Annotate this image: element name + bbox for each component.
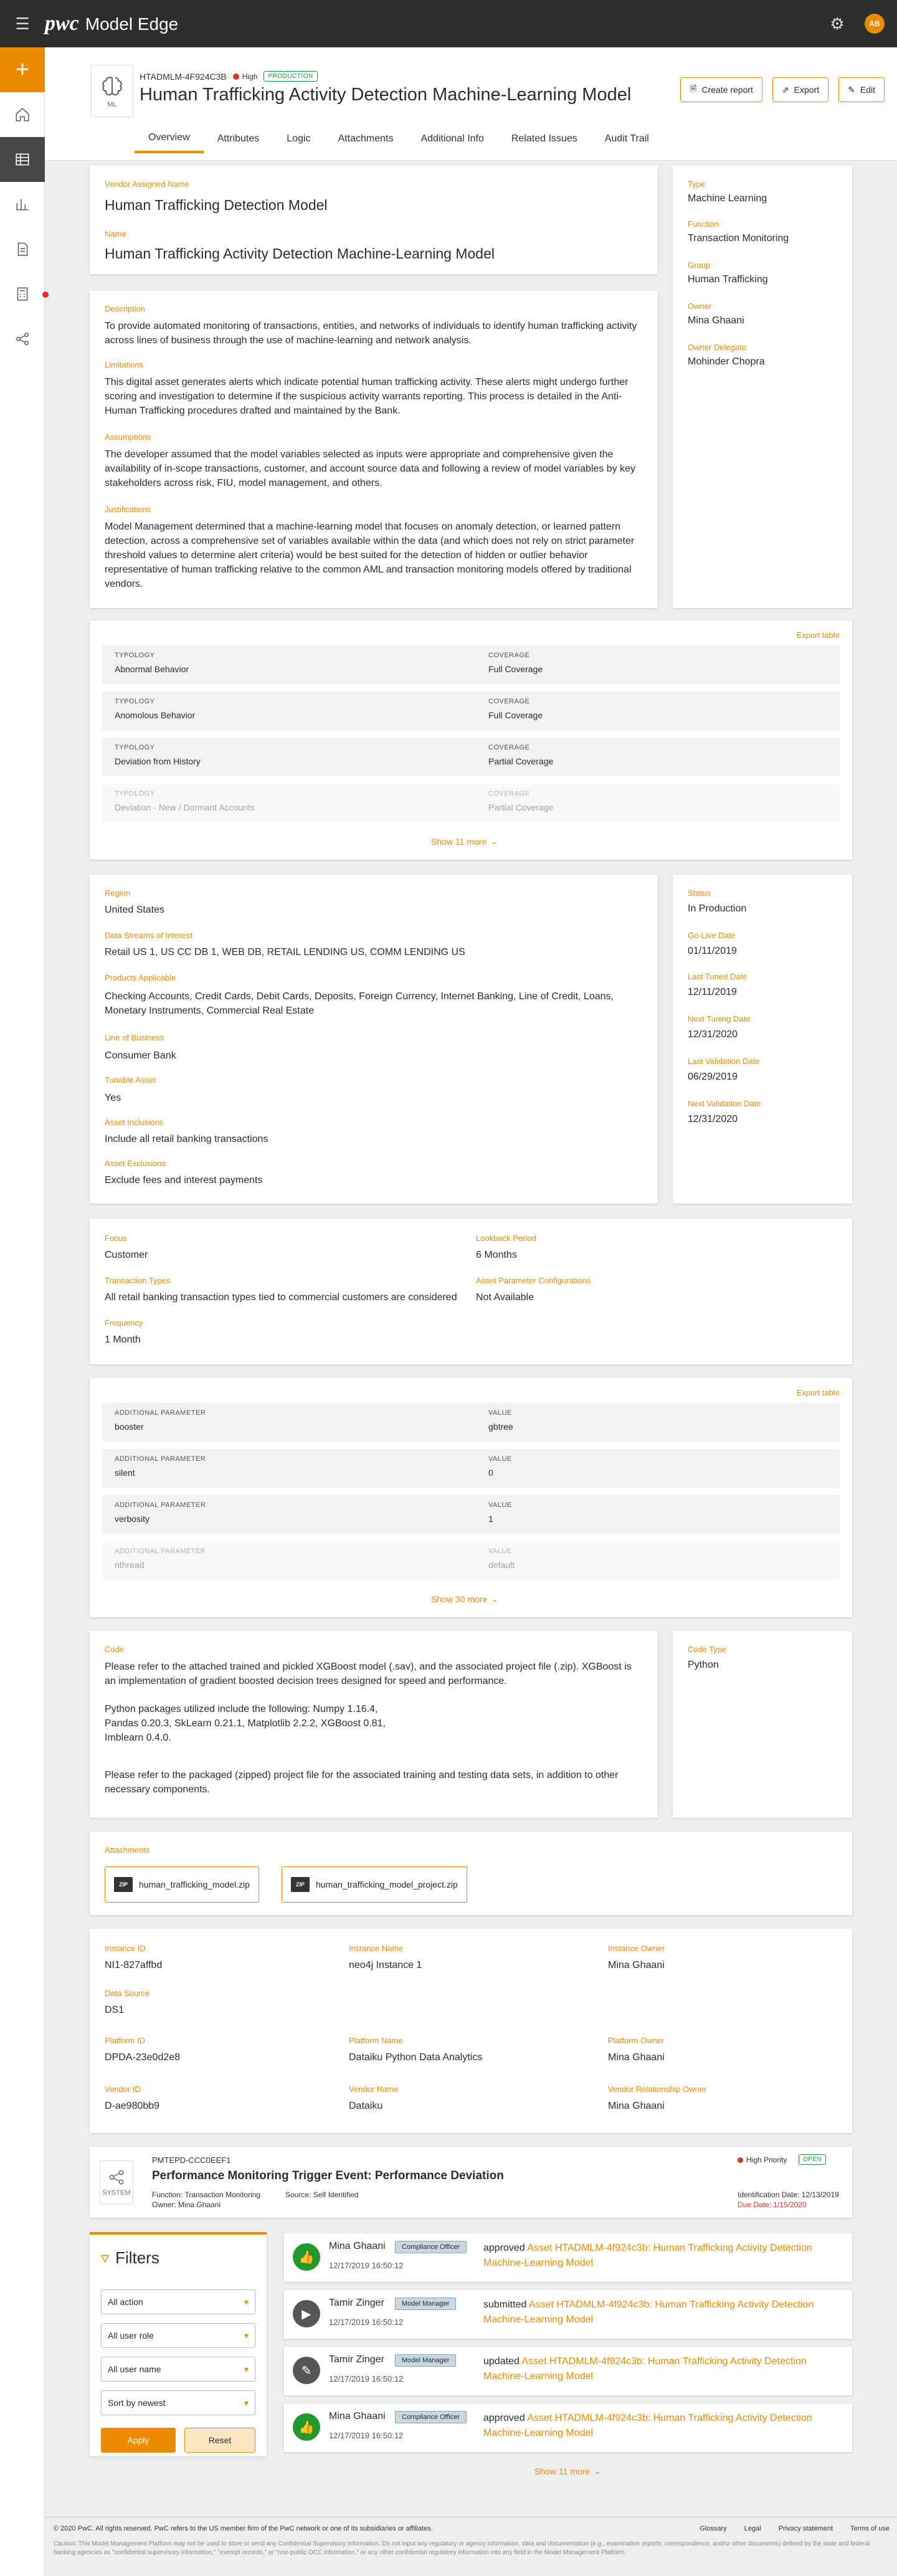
thumbs-up-icon: 👍 (293, 2413, 320, 2441)
tunable-asset-label: Tunable Asset (105, 1075, 156, 1085)
tab-related-issues[interactable]: Related Issues (511, 133, 577, 144)
filters-panel (90, 2232, 267, 2456)
activity-item (284, 2233, 852, 2282)
lookback-period-value: 6 Months (476, 1250, 517, 1260)
type-label: Type (688, 179, 706, 189)
justifications-text: Model Management determined that a machine-learning model that focuses on anomaly detection, or learned pattern detection, across a comprehensive set of variables available within the data (and which does not rely on strict parameter threshold values to determine alert criteria) would be best suited for the detection of hidden or outlier behavior representative of human trafficking relative to the common AML and transaction monitoring models offered by traditional vendors. (105, 521, 635, 589)
due-date: 1/15/2020 (773, 2200, 807, 2209)
event-owner: Mina Ghaani (178, 2200, 221, 2209)
code-type-label: Code Type (688, 1645, 727, 1654)
left-nav (0, 47, 45, 2576)
last-tuned-date-value: 12/11/2019 (688, 987, 737, 997)
user-avatar[interactable]: AB (865, 14, 885, 34)
code-description: Please refer to the attached trained and pickled XGBoost model (.sav), and the associated project file (.zip). XGBoost is an implementation of gradient boosted decision trees designed for speed and performance. (105, 1661, 632, 1686)
event-priority-label: High Priority (746, 2155, 787, 2164)
code-type-card (673, 1631, 852, 1818)
typology-cell: Deviation from History (115, 756, 201, 766)
chevron-down-icon: ⌄ (490, 836, 498, 846)
coverage-cell: Partial Coverage (488, 802, 554, 812)
activity-user: Tamir Zinger (329, 2298, 384, 2308)
region-label: Region (105, 888, 131, 898)
top-bar (0, 0, 897, 47)
value-header: VALUE (488, 1501, 512, 1509)
filters-title: Filters (115, 2248, 159, 2267)
gear-icon[interactable]: ⚙ (830, 14, 845, 33)
coverage-header: COVERAGE (488, 652, 530, 659)
action-select-value: All action (108, 2297, 143, 2307)
platform-owner-label: Platform Owner (608, 2036, 665, 2045)
asset-inclusions-label: Asset Inclusions (105, 1118, 163, 1127)
instance-owner-value: Mina Ghaani (608, 1960, 665, 1970)
activity-verb: updated (483, 2356, 520, 2367)
code-type-value: Python (688, 1660, 719, 1670)
table-row (102, 1541, 840, 1580)
assumptions-text: The developer assumed that the model variables selected as inputs were appropriate and comprehensive given the availability of in-scope transactions, customer, and account source data and following a review of model variables by key stakeholders across risk, FIU, model management, and others. (105, 449, 636, 488)
activity-user: Mina Ghaani (329, 2411, 386, 2422)
vendor-name-label: Vendor Assigned Name (105, 179, 189, 189)
activity-item (284, 2290, 852, 2339)
show-more-label: Show 30 more (431, 1594, 488, 1604)
owner-value: Mina Ghaani (688, 315, 744, 326)
identification-date-label: Identification Date: (738, 2190, 800, 2199)
event-function: Transaction Monitoring (184, 2190, 261, 2199)
identification-date: 12/13/2019 (801, 2190, 839, 2199)
transaction-types-label: Transaction Types (105, 1276, 171, 1285)
typology-header: TYPOLOGY (115, 698, 155, 705)
activity-user: Mina Ghaani (329, 2241, 386, 2251)
parameter-header: ADDITIONAL PARAMETER (115, 1501, 206, 1509)
bar-chart-icon[interactable] (0, 182, 45, 227)
instance-name-value: neo4j Instance 1 (349, 1960, 422, 1970)
sort-select-value: Sort by newest (108, 2398, 166, 2408)
sort-select[interactable] (101, 2390, 255, 2415)
asset-link[interactable]: Asset HTADMLM-4f924c3b: Human Trafficking Activity Detection Machine-Learning Model (483, 2243, 812, 2268)
data-source-value: DS1 (105, 2005, 125, 2015)
inventory-grid-icon[interactable] (0, 137, 45, 182)
brain-icon (100, 74, 125, 98)
attachments-card (90, 1832, 852, 1915)
due-date-label: Due Date: (738, 2200, 772, 2209)
typology-table (90, 620, 852, 860)
go-live-date-label: Go-Live Date (688, 931, 736, 940)
code-label: Code (105, 1645, 125, 1654)
status-value: In Production (688, 903, 747, 914)
typology-header: TYPOLOGY (115, 744, 155, 751)
pencil-icon: ✎ (293, 2357, 320, 2384)
status-badge: PRODUCTION (263, 71, 317, 82)
code-card (90, 1631, 658, 1818)
model-icon-caption: ML (107, 101, 117, 108)
parameters-table (90, 1378, 852, 1617)
table-row (102, 692, 840, 730)
menu-icon[interactable]: ☰ (15, 14, 30, 33)
asset-header (45, 47, 897, 161)
tab-attributes[interactable]: Attributes (217, 133, 260, 144)
action-select[interactable] (101, 2289, 255, 2314)
owner-delegate-label: Owner Delegate (688, 343, 746, 352)
activity-verb: approved (483, 2413, 525, 2423)
report-icon: 🗎 (690, 83, 697, 93)
parameter-config-value: Not Available (476, 1292, 534, 1303)
tab-bar (135, 125, 663, 153)
asset-link[interactable]: Asset HTADMLM-4f924c3b: Human Trafficking Activity Detection Machine-Learning Model (483, 2299, 814, 2325)
products-label: Products Applicable (105, 973, 176, 982)
user-role-badge: Compliance Officer (395, 2241, 467, 2253)
value-cell: gbtree (488, 1422, 513, 1432)
last-validation-date-label: Last Validation Date (688, 1057, 760, 1066)
activity-verb: submitted (483, 2299, 527, 2310)
system-caption: SYSTEM (102, 2189, 131, 2197)
platform-owner-value: Mina Ghaani (608, 2052, 665, 2063)
zip-file-icon: ZIP (114, 1877, 133, 1892)
app-name: Model Edge (85, 14, 179, 34)
caret-down-icon: ▾ (244, 2296, 249, 2307)
tunable-asset-value: Yes (105, 1093, 121, 1103)
focus-card (90, 1219, 852, 1364)
lifecycle-card (673, 875, 852, 1204)
status-label: Status (688, 888, 711, 898)
owner-delegate-value: Mohinder Chopra (688, 356, 765, 367)
attachment-file[interactable] (282, 1866, 467, 1903)
typology-header: TYPOLOGY (115, 790, 155, 797)
group-value: Human Trafficking (688, 274, 768, 285)
activity-item (284, 2403, 852, 2452)
parameter-cell: silent (115, 1468, 135, 1478)
app-logo[interactable] (45, 12, 178, 36)
asset-link[interactable]: Asset HTADMLM-4f924c3b: Human Trafficking Activity Detection Machine-Learning Model (483, 2356, 807, 2382)
value-header: VALUE (488, 1409, 512, 1417)
asset-exclusions-value: Exclude fees and interest payments (105, 1175, 263, 1186)
event-priority (738, 2155, 787, 2164)
value-cell: 0 (488, 1468, 493, 1478)
coverage-header: COVERAGE (488, 698, 530, 705)
user-role-select-value: All user role (108, 2331, 154, 2341)
instance-id-label: Instance ID (105, 1944, 146, 1953)
next-validation-date-value: 12/31/2020 (688, 1114, 738, 1124)
show-more-parameters-button[interactable] (431, 1594, 498, 1604)
event-function-label: Function: (152, 2190, 183, 2199)
filter-icon: ▿ (101, 2248, 110, 2267)
caret-down-icon: ▾ (244, 2330, 249, 2341)
table-row (102, 1495, 840, 1534)
attachment-filename: human_trafficking_model_project.zip (316, 1880, 458, 1889)
typology-header: TYPOLOGY (115, 652, 155, 659)
thumbs-up-icon: 👍 (293, 2243, 320, 2271)
table-row (102, 738, 840, 776)
event-owner-label: Owner: (152, 2200, 176, 2209)
typology-cell: Abnormal Behavior (115, 664, 189, 674)
region-value: United States (105, 905, 165, 915)
description-card (90, 290, 658, 608)
footer-link-privacy[interactable]: Privacy statement (778, 2525, 833, 2532)
chevron-down-icon: ⌄ (594, 2466, 601, 2476)
activity-date: 12/17/2019 16:50:12 (329, 2431, 404, 2440)
value-header: VALUE (488, 1455, 512, 1463)
brand-logo: pwc (45, 12, 79, 35)
parameter-header: ADDITIONAL PARAMETER (115, 1547, 206, 1555)
coverage-cell: Full Coverage (488, 664, 543, 674)
activity-date: 12/17/2019 16:50:12 (329, 2317, 404, 2327)
footer (45, 2517, 897, 2576)
priority-dot (233, 74, 239, 80)
event-id: PMTEPD-CCC0EEF1 (152, 2155, 231, 2165)
instance-id-value: NI1-827affbd (105, 1960, 163, 1970)
vendor-id-label: Vendor ID (105, 2084, 141, 2094)
frequency-value: 1 Month (105, 1334, 141, 1345)
parameter-cell: verbosity (115, 1514, 150, 1524)
data-streams-label: Data Streams of Interest (105, 931, 192, 940)
last-tuned-date-label: Last Tuned Date (688, 972, 748, 981)
attachment-filename: human_trafficking_model.zip (139, 1880, 250, 1889)
table-row (102, 645, 840, 684)
home-icon[interactable] (0, 92, 45, 137)
user-role-badge: Model Manager (395, 2354, 456, 2367)
submit-icon: ▶ (293, 2300, 320, 2327)
asset-exclusions-label: Asset Exclusions (105, 1159, 166, 1168)
instance-card (90, 1929, 852, 2133)
apply-button[interactable]: Apply (101, 2428, 176, 2453)
value-header: VALUE (488, 1547, 512, 1555)
copyright: © 2020 PwC. All rights reserved. PwC refers to the US member firm of the PwC network or one of its subsidiaries or affiliates. (54, 2525, 433, 2532)
activity-user: Tamir Zinger (329, 2354, 384, 2365)
export-button[interactable] (772, 77, 828, 102)
show-more-label: Show 11 more (534, 2466, 591, 2476)
parameter-header: ADDITIONAL PARAMETER (115, 1455, 206, 1463)
instance-owner-label: Instance Owner (608, 1944, 665, 1953)
go-live-date-value: 01/11/2019 (688, 946, 737, 956)
limitations-text: This digital asset generates alerts which indicate potential human trafficking activity. These alerts might undergo further scoring and investigation to determine if the suspicious activity warrants reporting. This process is detailed in the Anti-Human Trafficking procedures drafted and maintained by the Bank. (105, 377, 629, 416)
user-role-badge: Compliance Officer (395, 2411, 467, 2423)
parameter-cell: nthread (115, 1560, 145, 1570)
event-title: Performance Monitoring Trigger Event: Performance Deviation (152, 2169, 504, 2182)
priority-label: High (242, 72, 258, 81)
show-more-activity-button[interactable] (534, 2466, 601, 2476)
network-icon[interactable] (0, 316, 45, 361)
coverage-header: COVERAGE (488, 744, 530, 751)
user-name-select[interactable] (101, 2357, 255, 2382)
create-report-label: Create report (701, 85, 753, 95)
data-streams-value: Retail US 1, US CC DB 1, WEB DB, RETAIL LENDING US, COMM LENDING US (105, 947, 465, 958)
table-row (102, 1449, 840, 1488)
parameter-cell: booster (115, 1422, 144, 1432)
group-label: Group (688, 260, 711, 270)
parameter-config-label: Asset Parameter Configurations (476, 1276, 591, 1285)
typology-cell: Deviation - New / Dormant Accounts (115, 802, 255, 812)
event-source: Self Identified (313, 2190, 359, 2199)
notification-dot (42, 292, 49, 298)
export-icon: ⇗ (781, 84, 789, 95)
justifications-label: Justifications (105, 505, 151, 514)
next-validation-date-label: Next Validation Date (688, 1099, 761, 1108)
limitations-label: Limitations (105, 360, 144, 369)
coverage-cell: Full Coverage (488, 710, 543, 720)
zip-file-icon: ZIP (291, 1877, 310, 1892)
frequency-label: Frequency (105, 1318, 143, 1328)
model-icon (91, 65, 133, 117)
attachment-file[interactable] (105, 1866, 259, 1903)
platform-id-label: Platform ID (105, 2036, 146, 2045)
data-source-label: Data Source (105, 1989, 150, 1998)
activity-date: 12/17/2019 16:50:12 (329, 2261, 404, 2270)
classification-card (673, 166, 852, 608)
name-label: Name (105, 229, 126, 239)
export-table-link[interactable]: Export table (796, 630, 840, 640)
tab-attachments[interactable]: Attachments (338, 133, 394, 144)
vendor-owner-label: Vendor Relationship Owner (608, 2084, 707, 2094)
reset-button[interactable]: Reset (184, 2428, 255, 2453)
user-role-select[interactable] (101, 2323, 255, 2348)
vendor-id-value: D-ae980bb9 (105, 2101, 160, 2111)
function-label: Function (688, 219, 719, 229)
event-source-label: Source: (285, 2190, 311, 2199)
tab-overview[interactable]: Overview (135, 125, 204, 153)
description-text: To provide automated monitoring of transactions, entities, and networks of individuals to identify human trafficking activity across lines of business through the use of machine-learning and network analysis. (105, 321, 637, 346)
add-icon[interactable]: + (0, 47, 45, 92)
event-status-badge: OPEN (799, 2154, 826, 2165)
platform-name-value: Dataiku Python Data Analytics (349, 2052, 483, 2063)
table-row (102, 1403, 840, 1442)
show-more-label: Show 11 more (431, 836, 487, 847)
coverage-cell: Partial Coverage (488, 756, 554, 766)
assumptions-label: Assumptions (105, 432, 151, 442)
tab-logic[interactable]: Logic (287, 133, 311, 144)
calculator-icon[interactable] (0, 272, 45, 316)
vendor-owner-value: Mina Ghaani (608, 2101, 665, 2111)
value-cell: 1 (488, 1514, 493, 1524)
platform-id-value: DPDA-23e0d2e8 (105, 2052, 180, 2063)
caution-text: Caution: This Model Management Platform may not be used to store or send any Confidential Supervisory Information. Do not input any regulatory or agency information, data and documentation (e.g., examination reports, correspondence, and/or other documents) defined by the state and federal banking agencies as "confidential supervisory information," "exempt records," or "non-public OCC information," or any other confidential regulatory information into any field in the Model Management Platform. (54, 2540, 870, 2556)
pencil-icon: ✎ (848, 84, 855, 95)
description-label: Description (105, 304, 146, 313)
footer-link-legal[interactable]: Legal (744, 2525, 761, 2532)
line-of-business-value: Consumer Bank (105, 1050, 176, 1061)
code-packages: Python packages utilized include the following: Numpy 1.16.4, Pandas 0.20.3, SkLearn 0.21.1, Matplotlib 2.2.2, XGBoost 0.81, Imblearn 0.4.0. (105, 1704, 386, 1743)
asset-inclusions-value: Include all retail banking transactions (105, 1134, 268, 1144)
edit-button[interactable] (838, 77, 885, 102)
instance-name-label: Instance Name (349, 1944, 404, 1953)
asset-link[interactable]: Asset HTADMLM-4f924c3b: Human Trafficking Activity Detection Machine-Learning Model (483, 2413, 812, 2438)
system-icon (100, 2160, 133, 2204)
edit-label: Edit (860, 85, 875, 95)
asset-id: HTADMLM-4F924C3B (140, 71, 227, 82)
priority-indicator (233, 72, 258, 81)
focus-label: Focus (105, 1233, 127, 1243)
page-title: Human Trafficking Activity Detection Machine-Learning Model (140, 85, 632, 105)
transaction-types-value: All retail banking transaction types tied to commercial customers are considered (105, 1292, 457, 1303)
vendor-name-label: Vendor Name (349, 2084, 399, 2094)
platform-name-label: Platform Name (349, 2036, 403, 2045)
last-validation-date-value: 06/29/2019 (688, 1072, 738, 1082)
priority-dot (738, 2157, 743, 2163)
document-icon[interactable] (0, 227, 45, 272)
table-row (102, 784, 840, 822)
footer-link-glossary[interactable]: Glossary (700, 2525, 727, 2532)
export-label: Export (794, 85, 820, 95)
next-tuning-date-label: Next Tuning Date (688, 1014, 751, 1024)
name-value: Human Trafficking Activity Detection Machine-Learning Model (105, 245, 495, 262)
vendor-name-value: Dataiku (349, 2101, 383, 2111)
export-table-link[interactable]: Export table (796, 1388, 840, 1397)
line-of-business-label: Line of Business (105, 1033, 164, 1042)
tab-additional-info[interactable]: Additional Info (420, 133, 484, 144)
scope-card (90, 875, 658, 1204)
names-card (90, 166, 658, 274)
show-more-typology-button[interactable] (431, 836, 498, 847)
vendor-name-value: Human Trafficking Detection Model (105, 197, 328, 213)
type-value: Machine Learning (688, 193, 767, 204)
user-name-select-value: All user name (108, 2364, 161, 2374)
activity-item (284, 2347, 852, 2395)
chevron-down-icon: ⌄ (491, 1594, 499, 1604)
caret-down-icon: ▾ (244, 2364, 249, 2374)
value-cell: default (488, 1560, 515, 1570)
next-tuning-date-value: 12/31/2020 (688, 1029, 738, 1040)
coverage-header: COVERAGE (488, 790, 530, 797)
share-icon (107, 2168, 126, 2187)
owner-label: Owner (688, 302, 712, 311)
caret-down-icon: ▾ (244, 2397, 249, 2408)
products-value: Checking Accounts, Credit Cards, Debit Cards, Deposits, Foreign Currency, Internet Banking, Line of Credit, Loans, Monetary Instruments, Commercial Real Estate (105, 991, 614, 1016)
footer-link-terms[interactable]: Terms of use (850, 2525, 890, 2532)
attachments-label: Attachments (105, 1845, 150, 1855)
typology-cell: Anomolous Behavior (115, 710, 196, 720)
activity-verb: approved (483, 2243, 525, 2253)
function-value: Transaction Monitoring (688, 233, 789, 244)
tab-audit-trail[interactable]: Audit Trail (604, 133, 649, 144)
code-project-note: Please refer to the packaged (zipped) project file for the associated training and testing data sets, in addition to other necessary components. (105, 1770, 619, 1795)
create-report-button[interactable] (680, 77, 762, 102)
related-event-card[interactable] (90, 2147, 852, 2218)
activity-date: 12/17/2019 16:50:12 (329, 2374, 404, 2384)
parameter-header: ADDITIONAL PARAMETER (115, 1409, 206, 1417)
user-role-badge: Model Manager (395, 2298, 456, 2310)
lookback-period-label: Lookback Period (476, 1233, 536, 1243)
focus-value: Customer (105, 1250, 148, 1260)
